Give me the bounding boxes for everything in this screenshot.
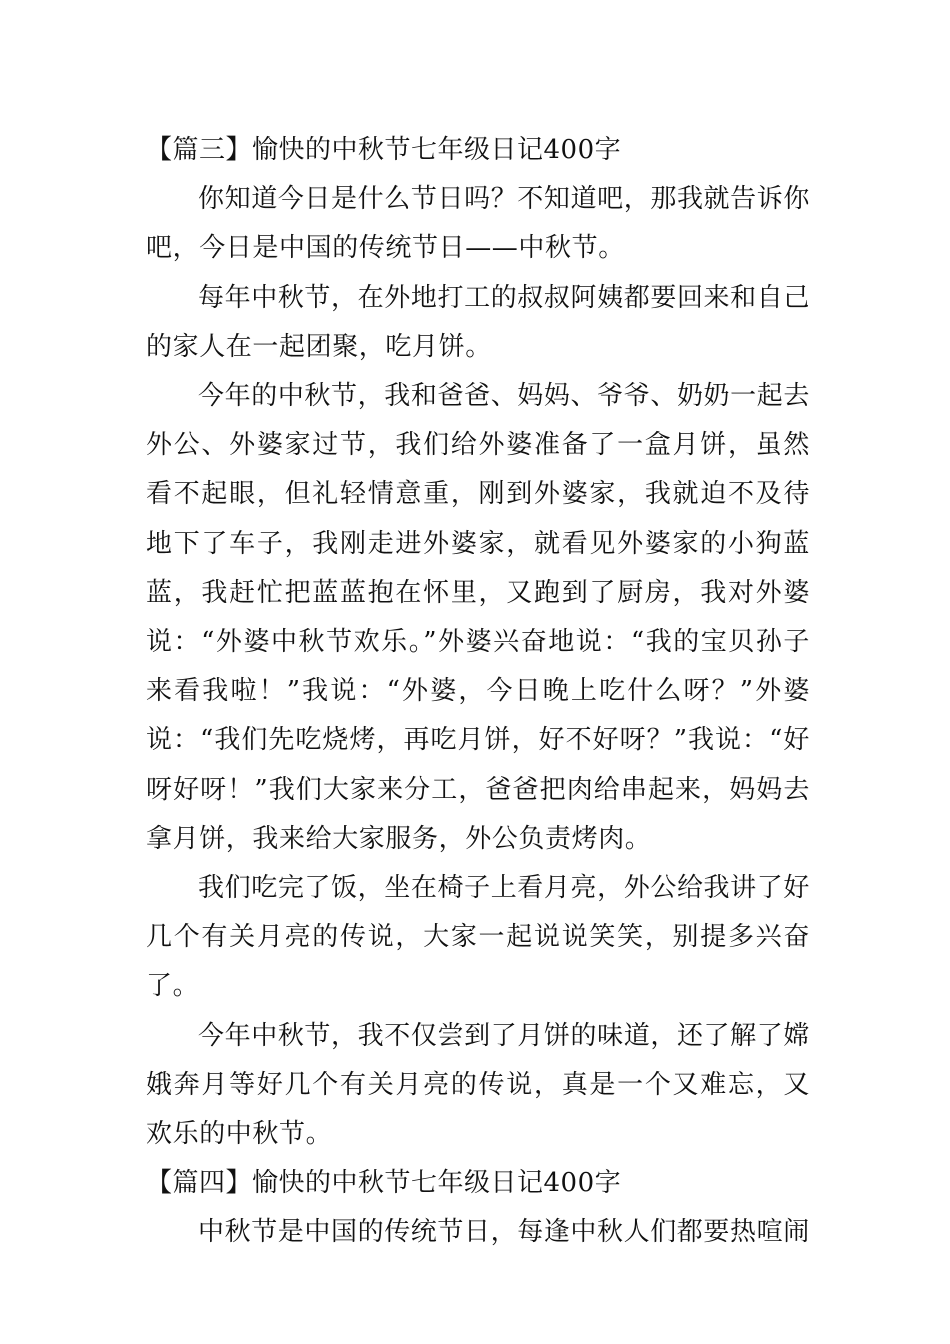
section-heading-3: 【篇三】愉快的中秋节七年级日记400字 xyxy=(146,135,622,165)
paragraph: 你知道今日是什么节日吗？不知道吧，那我就告诉你吧，今日是中国的传统节日——中秋节。 xyxy=(146,184,810,264)
paragraph: 中秋节是中国的传统节日，每逢中秋人们都要热喧闹 xyxy=(198,1217,810,1248)
paragraph: 每年中秋节，在外地打工的叔叔阿姨都要回来和自己的家人在一起团聚，吃月饼。 xyxy=(146,282,810,362)
paragraph: 今年的中秋节，我和爸爸、妈妈、爷爷、奶奶一起去外公、外婆家过节，我们给外婆准备了一盒月饼，虽然看不起眼，但礼轻情意重，刚到外婆家，我就迫不及待地下了车子，我刚走进外婆家，就看见外婆家的小狗蓝蓝，我赶忙把蓝蓝抱在怀里，又跑到了厨房，我对外婆说：“外婆中秋节欢乐。”外婆兴奋地说：“我的宝贝孙子来看我啦！”我说：“外婆，今日晚上吃什么呀？”外婆说：“我们先吃烧烤，再吃月饼，好不好呀？”我说：“好呀好呀！”我们大家来分工，爸爸把肉给串起来，妈妈去拿月饼，我来给大家服务，外公负责烤肉。 xyxy=(146,381,810,854)
document-body xyxy=(146,126,810,1258)
paragraph: 今年中秋节，我不仅尝到了月饼的味道，还了解了嫦娥奔月等好几个有关月亮的传说，真是一个又难忘，又欢乐的中秋节。 xyxy=(146,1020,810,1150)
paragraph: 我们吃完了饭，坐在椅子上看月亮，外公给我讲了好几个有关月亮的传说，大家一起说说笑笑，别提多兴奋了。 xyxy=(146,873,810,1002)
section-heading-4: 【篇四】愉快的中秋节七年级日记400字 xyxy=(146,1168,622,1199)
